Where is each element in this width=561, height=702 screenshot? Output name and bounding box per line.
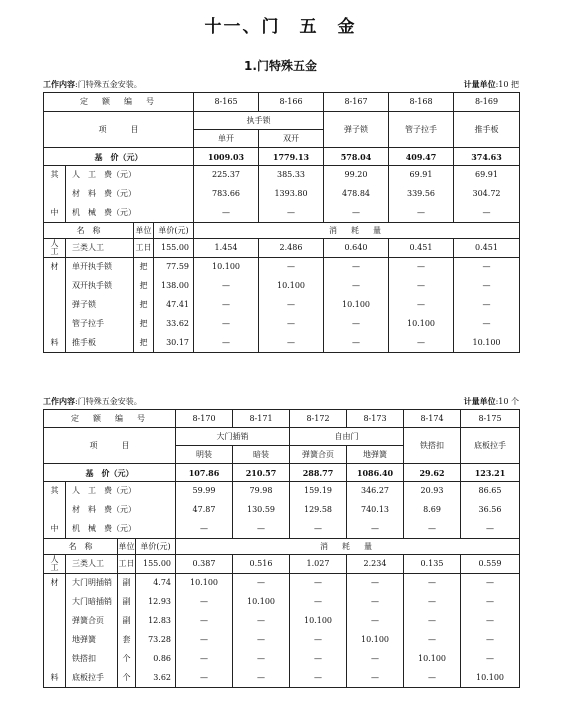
fee-value: 86.65 [461,482,520,501]
consumption-value: — [404,612,461,631]
resource-price: 30.17 [154,334,194,353]
side-label: 人 工 [44,555,66,574]
consumption-value: — [347,669,404,688]
consumption-value: 10.100 [454,334,520,353]
base-price: 1009.03 [194,148,259,166]
fee-label: 人 工 费（元） [66,166,194,185]
resource-unit: 副 [118,612,136,631]
resource-name: 三类人工 [66,239,134,258]
consumption-header: 消 耗 量 [194,223,520,239]
resource-name: 双开执手锁 [66,277,134,296]
fee-value: 36.56 [461,501,520,520]
base-price: 123.21 [461,464,520,482]
machine-row [44,520,520,539]
resource-price: 155.00 [136,555,176,574]
fee-value: 20.93 [404,482,461,501]
sub-header: 弹簧合页 [290,446,347,464]
quota-code: 8-165 [194,93,259,112]
consumption-value: 10.100 [194,258,259,277]
consumption-value: — [176,650,233,669]
fee-value: — [347,520,404,539]
quota-code: 8-169 [454,93,520,112]
unit-header: 单位 [134,223,154,239]
resource-unit: 把 [134,334,154,353]
material-consumption-row [44,612,520,631]
side-blank [44,501,66,520]
item-label: 项 目 [44,112,194,148]
consumption-value: — [454,315,520,334]
consumption-value: 0.135 [404,555,461,574]
fee-value: — [233,520,290,539]
column-header: 底板拉手 [461,428,520,464]
material-consumption-row [44,650,520,669]
machine-row [44,204,520,223]
labor-row [44,482,520,501]
fee-label: 人 工 费（元） [66,482,176,501]
resource-price: 3.62 [136,669,176,688]
fee-value: 346.27 [347,482,404,501]
fee-label: 机 械 费（元） [66,520,176,539]
quota-code-row [44,410,520,428]
consumption-value: — [347,593,404,612]
resource-price: 47.41 [154,296,194,315]
base-price-row [44,464,520,482]
material-consumption-row [44,669,520,688]
consumption-value: — [404,593,461,612]
consumption-value: — [176,669,233,688]
resource-unit: 把 [134,258,154,277]
fee-value: — [389,204,454,223]
side-label: 其 [44,482,66,501]
consumption-value: — [290,593,347,612]
resource-name: 管子拉手 [66,315,134,334]
fee-value: 79.98 [233,482,290,501]
consumption-value: — [461,612,520,631]
side-label: 人 工 [44,239,66,258]
consumption-value: — [194,334,259,353]
consumption-value: 0.559 [461,555,520,574]
material-consumption-row [44,277,520,296]
consumption-value: 0.516 [233,555,290,574]
base-price-label: 基 价（元） [44,464,176,482]
consumption-value: — [461,593,520,612]
side-label: 料 [44,334,66,353]
consumption-value: 1.454 [194,239,259,258]
consumption-value: — [194,296,259,315]
side-blank [44,650,66,669]
consumption-value: — [461,574,520,593]
consumption-value: — [194,277,259,296]
quota-code-row [44,93,520,112]
material-consumption-row [44,258,520,277]
side-blank [44,296,66,315]
side-blank [44,593,66,612]
consumption-value: — [389,258,454,277]
fee-value: — [454,204,520,223]
sub-header: 暗装 [233,446,290,464]
consumption-value: 10.100 [404,650,461,669]
fee-value: 304.72 [454,185,520,204]
fee-value: 740.13 [347,501,404,520]
consumption-value: — [454,258,520,277]
consumption-value: 0.640 [324,239,389,258]
group-header: 自由门 [290,428,404,446]
fee-value: 8.69 [404,501,461,520]
side-blank [44,631,66,650]
material-consumption-row [44,574,520,593]
resource-name: 三类人工 [66,555,118,574]
quota-table-2 [43,409,520,688]
consumption-value: — [176,612,233,631]
resource-price: 33.62 [154,315,194,334]
consumption-value: — [259,334,324,353]
chapter-title: 十一、门 五 金 [204,17,357,37]
consumption-value: — [347,612,404,631]
fee-value: 69.91 [454,166,520,185]
consumption-value: — [454,277,520,296]
fee-value: 339.56 [389,185,454,204]
quota-code: 8-175 [461,410,520,428]
resource-name: 单开执手锁 [66,258,134,277]
quota-code: 8-167 [324,93,389,112]
fee-label: 机 械 费（元） [66,204,194,223]
resource-unit: 把 [134,296,154,315]
fee-value: 1393.80 [259,185,324,204]
consumption-value: — [259,315,324,334]
consumption-value: — [404,631,461,650]
resource-price: 0.86 [136,650,176,669]
unit-header: 单位 [118,539,136,555]
base-price-label: 基 价（元） [44,148,194,166]
base-price-row [44,148,520,166]
consumption-value: 10.100 [347,631,404,650]
material-consumption-row [44,593,520,612]
side-blank [44,277,66,296]
fee-value: — [404,520,461,539]
fee-value: — [194,204,259,223]
section-title: 1.门特殊五金 [244,59,317,73]
fee-value: — [324,204,389,223]
item-label: 项 目 [44,428,176,464]
quota-table-1 [43,92,520,353]
material-row [44,185,520,204]
consumption-value: — [324,258,389,277]
consumption-value: 10.100 [290,612,347,631]
quota-code: 8-172 [290,410,347,428]
quota-code-label: 定 额 编 号 [44,93,194,112]
fee-value: — [176,520,233,539]
column-header: 弹子锁 [324,112,389,148]
consumption-value: — [404,669,461,688]
quota-code: 8-170 [176,410,233,428]
consumption-value: 10.100 [176,574,233,593]
consumption-value: — [233,574,290,593]
consumption-value: 10.100 [389,315,454,334]
consumption-value: — [233,612,290,631]
consumption-header: 消 耗 量 [176,539,520,555]
fee-value: — [461,520,520,539]
base-price: 288.77 [290,464,347,482]
base-price: 107.86 [176,464,233,482]
resource-unit: 副 [118,574,136,593]
consumption-value: 10.100 [324,296,389,315]
resource-unit: 工日 [118,555,136,574]
consumption-value: — [324,277,389,296]
consumption-value: — [324,334,389,353]
work-content: 工作内容:门特殊五金安装。 [43,397,142,406]
consumption-value: — [290,574,347,593]
fee-value: 59.99 [176,482,233,501]
consumption-header-row [44,223,520,239]
labor-consumption-row [44,555,520,574]
resource-unit: 个 [118,650,136,669]
resource-name: 铁搭扣 [66,650,118,669]
measure-unit: 计量单位:10 把 [463,80,519,89]
resource-unit: 把 [134,315,154,334]
material-consumption-row [44,296,520,315]
resource-name: 大门明插销 [66,574,118,593]
resource-price: 12.83 [136,612,176,631]
consumption-value: — [176,593,233,612]
base-price: 1779.13 [259,148,324,166]
side-blank [44,612,66,631]
measure-unit: 计量单位:10 个 [463,397,519,406]
base-price: 1086.40 [347,464,404,482]
fee-value: 129.58 [290,501,347,520]
consumption-value: — [176,631,233,650]
consumption-value: — [290,650,347,669]
group-header: 执手锁 [194,112,324,130]
side-label: 材 [44,574,66,593]
consumption-value: — [194,315,259,334]
fee-label: 材 料 费（元） [66,185,194,204]
resource-price: 138.00 [154,277,194,296]
consumption-value: — [290,631,347,650]
side-label: 中 [44,520,66,539]
base-price: 210.57 [233,464,290,482]
consumption-value: — [259,296,324,315]
resource-unit: 副 [118,593,136,612]
resource-unit: 套 [118,631,136,650]
side-blank [44,185,66,204]
side-label: 材 [44,258,66,277]
consumption-value: — [259,258,324,277]
fee-value: 225.37 [194,166,259,185]
labor-row [44,166,520,185]
resource-price: 12.93 [136,593,176,612]
fee-value: 99.20 [324,166,389,185]
resource-price: 4.74 [136,574,176,593]
resource-unit: 个 [118,669,136,688]
consumption-value: — [389,296,454,315]
consumption-value: — [347,650,404,669]
quota-code: 8-174 [404,410,461,428]
consumption-value: — [324,315,389,334]
fee-value: 385.33 [259,166,324,185]
name-header: 名 称 [44,539,118,555]
fee-value: 47.87 [176,501,233,520]
consumption-value: 1.027 [290,555,347,574]
consumption-value: — [454,296,520,315]
sub-header: 明装 [176,446,233,464]
fee-value: 69.91 [389,166,454,185]
consumption-value: — [233,669,290,688]
side-label: 其 [44,166,66,185]
quota-code: 8-171 [233,410,290,428]
consumption-value: 10.100 [233,593,290,612]
consumption-value: 2.486 [259,239,324,258]
consumption-value: 2.234 [347,555,404,574]
group-header: 大门插销 [176,428,290,446]
material-consumption-row [44,334,520,353]
consumption-value: 10.100 [259,277,324,296]
resource-name: 弹子锁 [66,296,134,315]
quota-code: 8-168 [389,93,454,112]
material-row [44,501,520,520]
labor-consumption-row [44,239,520,258]
fee-value: — [259,204,324,223]
work-content: 工作内容:门特殊五金安装。 [43,80,142,89]
price-header: 单价(元) [154,223,194,239]
fee-value: 783.66 [194,185,259,204]
consumption-value: — [290,669,347,688]
resource-price: 77.59 [154,258,194,277]
column-header: 铁搭扣 [404,428,461,464]
base-price: 374.63 [454,148,520,166]
consumption-value: — [389,277,454,296]
fee-value: 159.19 [290,482,347,501]
resource-unit: 把 [134,277,154,296]
sub-header: 单开 [194,130,259,148]
quota-code: 8-173 [347,410,404,428]
resource-name: 弹簧合页 [66,612,118,631]
fee-value: 130.59 [233,501,290,520]
side-blank [44,315,66,334]
material-consumption-row [44,315,520,334]
consumption-value: — [389,334,454,353]
column-header: 管子拉手 [389,112,454,148]
consumption-value: 0.451 [389,239,454,258]
material-consumption-row [44,631,520,650]
consumption-value: — [347,574,404,593]
consumption-value: 10.100 [461,669,520,688]
resource-price: 73.28 [136,631,176,650]
fee-value: 478.84 [324,185,389,204]
consumption-value: 0.451 [454,239,520,258]
base-price: 29.62 [404,464,461,482]
consumption-value: — [404,574,461,593]
base-price: 578.04 [324,148,389,166]
base-price: 409.47 [389,148,454,166]
consumption-value: 0.387 [176,555,233,574]
price-header: 单价(元) [136,539,176,555]
resource-name: 推手板 [66,334,134,353]
fee-label: 材 料 费（元） [66,501,176,520]
quota-code: 8-166 [259,93,324,112]
consumption-value: — [233,650,290,669]
sub-header: 双开 [259,130,324,148]
column-header: 推手板 [454,112,520,148]
resource-name: 大门暗插销 [66,593,118,612]
consumption-header-row [44,539,520,555]
consumption-value: — [233,631,290,650]
resource-name: 地弹簧 [66,631,118,650]
fee-value: — [290,520,347,539]
resource-unit: 工日 [134,239,154,258]
resource-name: 底板拉手 [66,669,118,688]
quota-code-label: 定 额 编 号 [44,410,176,428]
name-header: 名 称 [44,223,134,239]
resource-price: 155.00 [154,239,194,258]
consumption-value: — [461,650,520,669]
side-label: 料 [44,669,66,688]
consumption-value: — [461,631,520,650]
sub-header: 地弹簧 [347,446,404,464]
side-label: 中 [44,204,66,223]
